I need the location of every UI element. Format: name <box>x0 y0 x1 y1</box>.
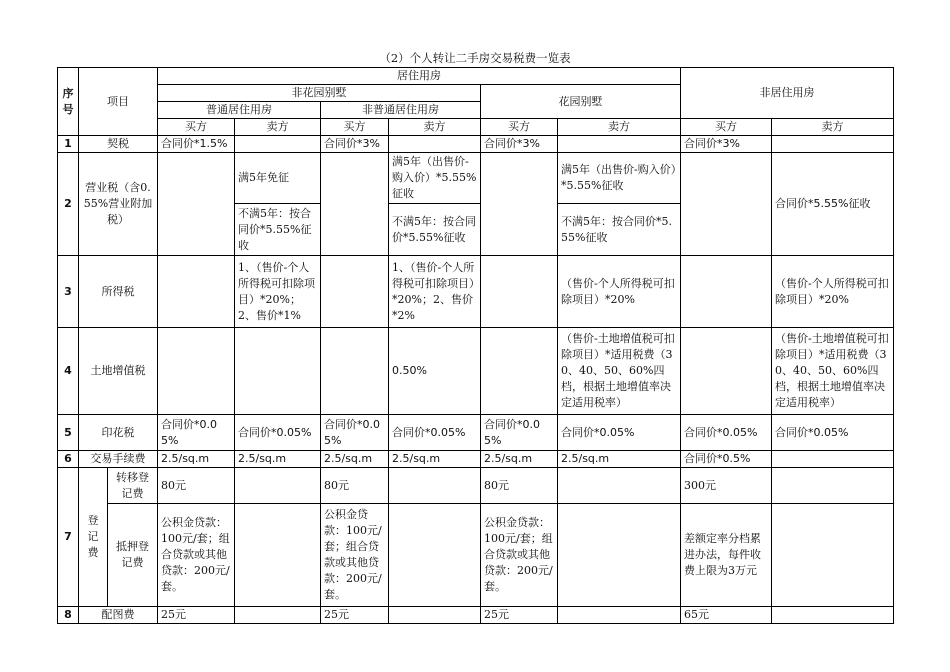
cell-value: 不满5年：按合同价*5.55%征收 <box>558 204 681 256</box>
cell-value: 1、（售价-个人所得税可扣除项目）*20%；2、售价*2% <box>389 256 481 328</box>
cell-empty <box>389 607 481 624</box>
cell-empty <box>772 451 894 468</box>
item-stamp-duty: 印花税 <box>79 415 158 451</box>
cell-empty <box>772 504 894 607</box>
cell-empty <box>558 136 681 153</box>
cell-empty <box>681 153 772 256</box>
cell-value: 25元 <box>481 607 558 624</box>
header-seller: 卖方 <box>389 119 481 136</box>
cell-value: 80元 <box>321 468 389 504</box>
cell-value: 合同价*0.05% <box>481 415 558 451</box>
cell-value: 不满5年：按合同价*5.55%征收 <box>235 204 321 256</box>
cell-value: 差额定率分档累进办法，每件收费上限为3万元 <box>681 504 772 607</box>
cell-value: 2.5/sq.m <box>389 451 481 468</box>
page-title: （2）个人转让二手房交易税费一览表 <box>379 51 571 65</box>
cell-empty <box>235 136 321 153</box>
cell-value: 65元 <box>681 607 772 624</box>
item-map-fee: 配图费 <box>79 607 158 624</box>
cell-empty <box>235 607 321 624</box>
header-seller: 卖方 <box>235 119 321 136</box>
header-seller: 卖方 <box>558 119 681 136</box>
cell-value: 80元 <box>158 468 235 504</box>
header-seller: 卖方 <box>772 119 894 136</box>
cell-empty <box>321 328 389 415</box>
cell-value: （售价-土地增值税可扣除项目）*适用税费（30、40、50、60%四档，根据土地增值率决定适用税率） <box>558 328 681 415</box>
cell-value: 合同价*3% <box>681 136 772 153</box>
cell-empty <box>681 256 772 328</box>
cell-empty <box>235 328 321 415</box>
cell-empty <box>681 328 772 415</box>
cell-value: （售价-个人所得税可扣除项目）*20% <box>772 256 894 328</box>
cell-empty <box>481 153 558 256</box>
item-deed-tax: 契税 <box>79 136 158 153</box>
cell-value: 2.5/sq.m <box>481 451 558 468</box>
cell-value: 2.5/sq.m <box>558 451 681 468</box>
cell-value: 2.5/sq.m <box>321 451 389 468</box>
cell-value: 25元 <box>321 607 389 624</box>
cell-empty <box>235 504 321 607</box>
cell-value: 公积金贷款：100元/套；组合贷款或其他贷款：200元/套。 <box>158 504 235 607</box>
tax-fee-table <box>57 67 894 624</box>
cell-value: 不满5年：按合同价*5.55%征收 <box>389 204 481 256</box>
cell-value: 满5年（出售价-购入价）*5.55%征收 <box>558 153 681 204</box>
cell-empty <box>558 504 681 607</box>
header-non-residential: 非居住用房 <box>681 68 894 119</box>
cell-value: 合同价*3% <box>481 136 558 153</box>
cell-value: 25元 <box>158 607 235 624</box>
cell-empty <box>389 504 481 607</box>
cell-value: 合同价*3% <box>321 136 389 153</box>
cell-value: 满5年（出售价-购入价）*5.55%征收 <box>389 153 481 204</box>
header-villa: 花园别墅 <box>481 85 681 119</box>
row-number: 7 <box>58 468 79 607</box>
header-seq: 序号 <box>58 68 79 136</box>
cell-value: 合同价*0.05% <box>321 415 389 451</box>
cell-empty <box>158 153 235 256</box>
cell-value: 合同价*0.05% <box>558 415 681 451</box>
row-number: 1 <box>58 136 79 153</box>
cell-value: 公积金贷款：100元/套；组合贷款或其他贷款：200元/套。 <box>321 504 389 607</box>
header-ordinary: 普通居住用房 <box>158 102 321 119</box>
header-non-ordinary: 非普通居住用房 <box>321 102 481 119</box>
row-number: 5 <box>58 415 79 451</box>
cell-empty <box>772 468 894 504</box>
header-item: 项目 <box>79 68 158 136</box>
cell-empty <box>321 153 389 256</box>
sub-item-transfer-registration: 转移登记费 <box>108 468 158 504</box>
header-buyer: 买方 <box>321 119 389 136</box>
row-number: 3 <box>58 256 79 328</box>
item-business-tax: 营业税（含0.55%营业附加税） <box>79 153 158 256</box>
cell-empty <box>158 256 235 328</box>
cell-value: 合同价*0.05% <box>158 415 235 451</box>
cell-empty <box>558 607 681 624</box>
cell-value: 0.50% <box>389 328 481 415</box>
row-number: 6 <box>58 451 79 468</box>
header-buyer: 买方 <box>481 119 558 136</box>
row-number: 4 <box>58 328 79 415</box>
cell-value: 合同价*1.5% <box>158 136 235 153</box>
cell-value: 合同价*0.05% <box>772 415 894 451</box>
cell-value: 300元 <box>681 468 772 504</box>
item-transaction-fee: 交易手续费 <box>79 451 158 468</box>
cell-empty <box>158 328 235 415</box>
cell-empty <box>772 136 894 153</box>
item-registration-fee: 登记费 <box>79 468 108 607</box>
cell-value: 合同价*0.05% <box>389 415 481 451</box>
cell-empty <box>558 468 681 504</box>
row-number: 2 <box>58 153 79 256</box>
sub-item-mortgage-registration: 抵押登记费 <box>108 504 158 607</box>
cell-value: 2.5/sq.m <box>235 451 321 468</box>
cell-value: 80元 <box>481 468 558 504</box>
cell-value: 合同价*5.55%征收 <box>772 153 894 256</box>
cell-empty <box>235 468 321 504</box>
cell-empty <box>389 468 481 504</box>
header-residential: 居住用房 <box>158 68 681 85</box>
header-buyer: 买方 <box>158 119 235 136</box>
cell-empty <box>321 256 389 328</box>
cell-value: 合同价*0.05% <box>235 415 321 451</box>
cell-value: 公积金贷款：100元/套；组合贷款或其他贷款：200元/套。 <box>481 504 558 607</box>
cell-value: 满5年免征 <box>235 153 321 204</box>
item-land-vat: 土地增值税 <box>79 328 158 415</box>
cell-empty <box>481 256 558 328</box>
cell-empty <box>772 607 894 624</box>
item-income-tax: 所得税 <box>79 256 158 328</box>
cell-value: 1、（售价-个人所得税可扣除项目）*20%；2、售价*1% <box>235 256 321 328</box>
cell-empty <box>481 328 558 415</box>
header-non-villa: 非花园别墅 <box>158 85 481 102</box>
cell-value: 2.5/sq.m <box>158 451 235 468</box>
header-buyer: 买方 <box>681 119 772 136</box>
cell-value: 合同价*0.5% <box>681 451 772 468</box>
cell-empty <box>389 136 481 153</box>
cell-value: 合同价*0.05% <box>681 415 772 451</box>
cell-value: （售价-土地增值税可扣除项目）*适用税费（30、40、50、60%四档，根据土地增值率决定适用税率） <box>772 328 894 415</box>
row-number: 8 <box>58 607 79 624</box>
cell-value: （售价-个人所得税可扣除项目）*20% <box>558 256 681 328</box>
